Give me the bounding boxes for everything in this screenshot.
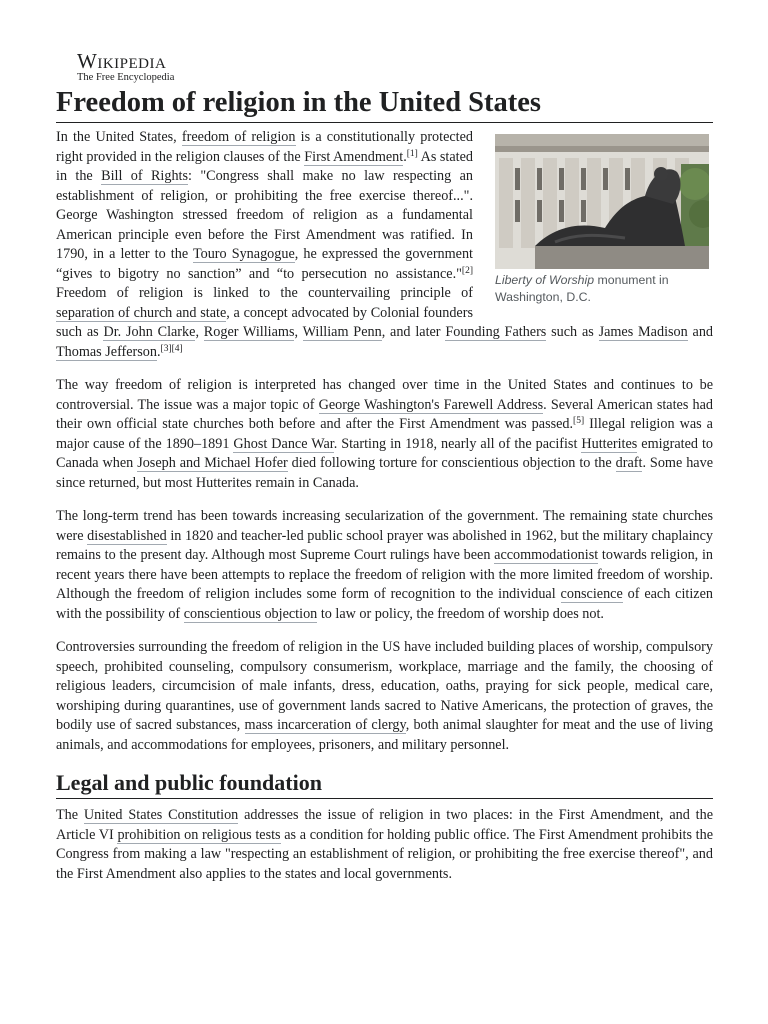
- link-william-penn[interactable]: William Penn: [302, 324, 382, 340]
- figure: [495, 134, 713, 306]
- link-touro-synagogue[interactable]: Touro Synagogue: [192, 246, 295, 262]
- liberty-of-worship-photo[interactable]: [495, 134, 709, 269]
- citation-3-4[interactable]: [3][4]: [160, 343, 183, 354]
- link-bill-of-rights[interactable]: Bill of Rights: [101, 168, 189, 184]
- link-dr-john-clarke[interactable]: Dr. John Clarke: [103, 324, 196, 340]
- link-accommodationist[interactable]: accommodationist: [494, 547, 599, 563]
- paragraph: The United States Constitution addresses the issue of religion in two places: in the First Amendment, and the Article VI prohibition on religious tests as a condition for holding public office. The First Amendment prohibits the Congress from making a law "respecting an establishment of religion, or prohibiting the free exercise thereof", and the First Amendment also applies to the states and local governments.: [56, 807, 713, 882]
- logo-tagline: The Free Encyclopedia: [77, 72, 175, 83]
- link-mass-incarceration-of-clergy[interactable]: mass incarceration of clergy: [244, 717, 406, 733]
- citation-5[interactable]: [5]: [573, 416, 585, 426]
- link-united-states-constitution[interactable]: United States Constitution: [83, 807, 239, 823]
- paragraph: Controversies surrounding the freedom of religion in the US have included building places of worship, compulsory speech, prohibited counseling, compulsory consumerism, workplace, marriage and the family, the choosing of religious leaders, circumcision of male infants, dress, education, oaths, praying for sick people, medical care, worshiping during quarantines, use of government lands sacred to Native Americans, the protection of graves, the bodily use of sacred substances, mass incarceration of clergy, both animal slaughter for meat and the use of living animals, and accommodations for employees, prisoners, and military personnel.: [56, 639, 713, 753]
- link-freedom-of-religion[interactable]: freedom of religion: [181, 129, 296, 145]
- figure-caption: Liberty of Worship monument in Washington, D.C.: [495, 273, 669, 304]
- link-disestablished[interactable]: disestablished: [87, 527, 167, 544]
- paragraph: The long-term trend has been towards increasing secularization of the government. The remaining state churches were disestablished in 1820 and teacher-led public school prayer was abolished in 1962, but the military chaplaincy remains to the present day. Although most Supreme Court rulings have been accommodationist towards religion, in recent years there have been attempts to replace the freedom of religion with the more limited freedom of worship. Although the freedom of religion includes some form of recognition to the individual conscience of each citizen with the possibility of conscientious objection to law or policy, the freedom of worship does not.: [56, 508, 713, 622]
- citation-2[interactable]: [2]: [461, 265, 473, 276]
- paragraph: The way freedom of religion is interpreted has changed over time in the United States and continues to be controversial. The issue was a major topic of George Washington's Farewell Address. Several American states had their own official state churches both before and after the First Amendment was passed.[5] Illegal religion was a major cause of the 1890–1891 Ghost Dance War. Starting in 1918, nearly all of the pacifist Hutterites emigrated to Canada when Joseph and Michael Hofer died following torture for conscientious objection to the draft. Some have since returned, but most Hutterites remain in Canada.: [56, 377, 713, 491]
- link-james-madison[interactable]: James Madison: [598, 324, 688, 340]
- logo-wordmark: Wikipedia: [77, 49, 167, 73]
- citation-1[interactable]: [1]: [406, 148, 418, 159]
- section-heading: Legal and public foundation: [56, 769, 713, 799]
- link-founding-fathers[interactable]: Founding Fathers: [445, 324, 547, 340]
- link-roger-williams[interactable]: Roger Williams: [203, 324, 295, 340]
- link-joseph-and-michael-hofer[interactable]: Joseph and Michael Hofer: [137, 455, 288, 471]
- wikipedia-logo[interactable]: [56, 50, 713, 86]
- link-conscience[interactable]: conscience: [560, 586, 623, 602]
- link-draft[interactable]: draft: [615, 455, 643, 471]
- link-first-amendment[interactable]: First Amendment: [304, 148, 404, 165]
- link-ghost-dance-war[interactable]: Ghost Dance War: [233, 435, 334, 452]
- link-prohibition-on-religious-tests[interactable]: prohibition on religious tests: [117, 826, 281, 843]
- link-separation-of-church-and-state[interactable]: separation of church and state: [56, 304, 227, 321]
- link-george-washington-s-farewell-address[interactable]: George Washington's Farewell Address: [318, 396, 544, 413]
- link-hutterites[interactable]: Hutterites: [581, 435, 638, 452]
- link-conscientious-objection[interactable]: conscientious objection: [183, 605, 318, 622]
- page-title: Freedom of religion in the United States: [56, 86, 713, 123]
- paragraph: In the United States, freedom of religion is a constitutionally protected right provided in the religion clauses of the First Amendment.[1] As stated in the Bill of Rights: "Congress shall make no law respecting an establishment of religion, or prohibiting the free exercise thereof...". George Washington stressed freedom of religion as a fundamental American principle even before the First Amendment was ratified. In 1790, in a letter to the Touro Synagogue, he expressed the government “gives to bigotry no sanction” and “to persecution no assistance."[2] Freedom of religion is linked to the countervailing principle of separation of church and state, a concept advocated by Colonial founders such as Dr. John Clarke, Roger Williams, William Penn, and later Founding Fathers such as James Madison and Thomas Jefferson.[3][4]: [56, 129, 714, 360]
- article: [56, 50, 713, 884]
- link-thomas-jefferson[interactable]: Thomas Jefferson: [56, 343, 157, 360]
